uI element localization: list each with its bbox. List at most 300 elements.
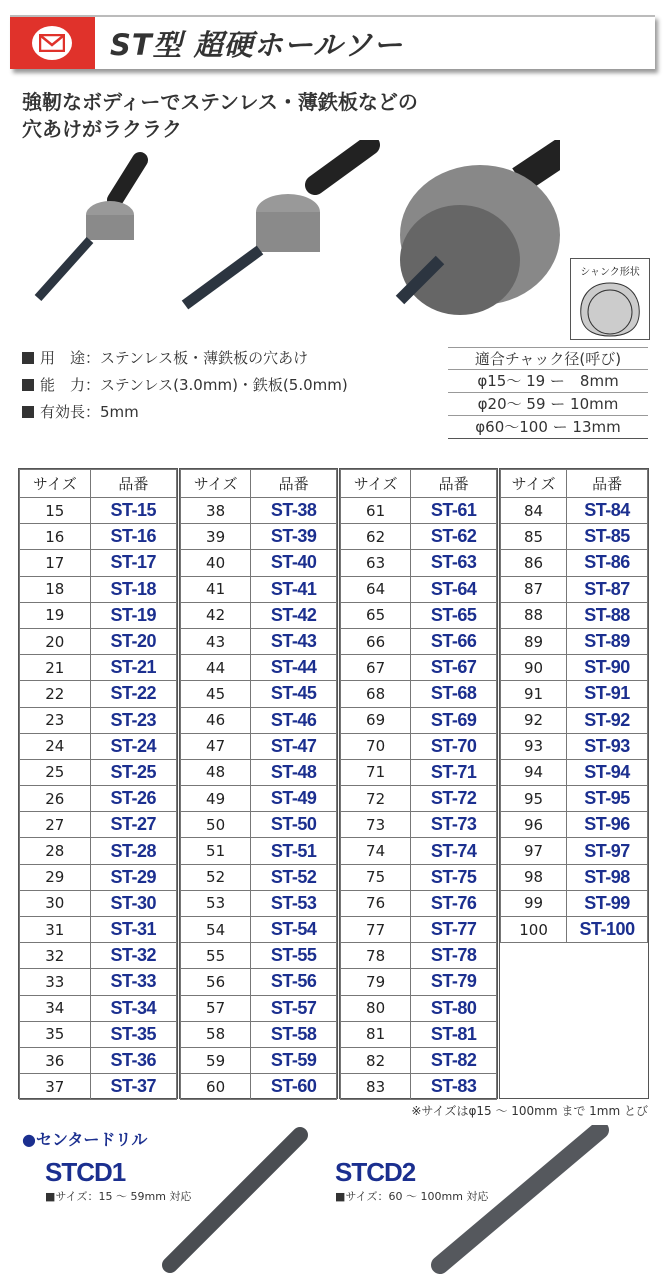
table-row xyxy=(341,628,497,654)
table-row xyxy=(20,707,177,733)
center-drill-photos xyxy=(150,1125,650,1275)
part-number-cell: ST-67 xyxy=(411,655,497,681)
size-cell: 98 xyxy=(501,864,567,890)
size-table-group-2 xyxy=(179,468,338,1099)
part-number-cell: ST-27 xyxy=(90,812,176,838)
part-number-cell: ST-64 xyxy=(411,576,497,602)
size-cell: 48 xyxy=(181,759,251,785)
table-row xyxy=(341,602,497,628)
part-number-cell: ST-66 xyxy=(411,628,497,654)
table-row xyxy=(341,812,497,838)
size-cell: 24 xyxy=(20,733,91,759)
part-number-cell: ST-23 xyxy=(90,707,176,733)
part-number-cell: ST-71 xyxy=(411,759,497,785)
table-row xyxy=(501,707,648,733)
size-cell: 58 xyxy=(181,1021,251,1047)
size-cell: 21 xyxy=(20,655,91,681)
size-table-group-4 xyxy=(499,468,649,1099)
part-number-cell: ST-35 xyxy=(90,1021,176,1047)
bullet-square-icon xyxy=(22,352,34,364)
size-cell: 22 xyxy=(20,681,91,707)
part-number-cell: ST-37 xyxy=(90,1074,176,1100)
header-size: サイズ xyxy=(341,470,411,498)
part-number-cell: ST-72 xyxy=(411,786,497,812)
table-row xyxy=(341,1074,497,1100)
table-row xyxy=(341,969,497,995)
table-row xyxy=(20,786,177,812)
chuck-row: φ60～100 ー 13mm xyxy=(448,416,648,439)
size-cell: 82 xyxy=(341,1047,411,1073)
part-number-cell: ST-78 xyxy=(411,943,497,969)
part-number-cell: ST-99 xyxy=(567,890,648,916)
table-row xyxy=(341,890,497,916)
table-row xyxy=(501,838,648,864)
part-number-cell: ST-16 xyxy=(90,524,176,550)
table-row xyxy=(181,917,337,943)
part-number-cell: ST-85 xyxy=(567,524,648,550)
part-number-cell: ST-74 xyxy=(411,838,497,864)
size-cell: 77 xyxy=(341,917,411,943)
table-row xyxy=(501,628,648,654)
size-cell: 20 xyxy=(20,628,91,654)
table-row xyxy=(20,812,177,838)
stcd1-drill-image xyxy=(170,1135,300,1265)
part-number-cell: ST-56 xyxy=(251,969,337,995)
size-cell: 75 xyxy=(341,864,411,890)
part-number-cell: ST-80 xyxy=(411,995,497,1021)
table-row xyxy=(501,498,648,524)
table-row xyxy=(501,576,648,602)
table-row xyxy=(20,1074,177,1100)
table-row xyxy=(501,917,648,943)
part-number-cell: ST-60 xyxy=(251,1074,337,1100)
part-number-cell: ST-22 xyxy=(90,681,176,707)
spec-label: 有効長 xyxy=(40,403,86,421)
size-cell: 76 xyxy=(341,890,411,916)
size-cell: 32 xyxy=(20,943,91,969)
part-number-cell: ST-91 xyxy=(567,681,648,707)
table-row xyxy=(20,759,177,785)
size-cell: 69 xyxy=(341,707,411,733)
part-number-cell: ST-68 xyxy=(411,681,497,707)
tagline-line-2: 穴あけがラクラク xyxy=(22,117,182,141)
size-cell: 62 xyxy=(341,524,411,550)
part-number-cell: ST-79 xyxy=(411,969,497,995)
size-cell: 78 xyxy=(341,943,411,969)
part-number-cell: ST-38 xyxy=(251,498,337,524)
spec-label: 能 力 xyxy=(40,376,86,394)
table-row xyxy=(341,1021,497,1047)
bullet-square-icon xyxy=(22,379,34,391)
table-row xyxy=(341,707,497,733)
size-cell: 66 xyxy=(341,628,411,654)
header-part-number: 品番 xyxy=(567,470,648,498)
size-cell: 50 xyxy=(181,812,251,838)
part-number-cell: ST-36 xyxy=(90,1047,176,1073)
size-cell: 15 xyxy=(20,498,91,524)
size-cell: 81 xyxy=(341,1021,411,1047)
size-cell: 61 xyxy=(341,498,411,524)
part-number-cell: ST-26 xyxy=(90,786,176,812)
table-row xyxy=(501,733,648,759)
size-cell: 89 xyxy=(501,628,567,654)
size-cell: 45 xyxy=(181,681,251,707)
part-number-cell: ST-75 xyxy=(411,864,497,890)
size-cell: 72 xyxy=(341,786,411,812)
size-cell: 96 xyxy=(501,812,567,838)
size-cell: 71 xyxy=(341,759,411,785)
table-row xyxy=(181,576,337,602)
size-cell: 39 xyxy=(181,524,251,550)
tagline-line-1: 強靭なボディーでステンレス・薄鉄板などの xyxy=(22,90,418,114)
part-number-cell: ST-24 xyxy=(90,733,176,759)
table-row xyxy=(181,838,337,864)
size-cell: 34 xyxy=(20,995,91,1021)
stcd2-drill-image xyxy=(440,1130,600,1265)
part-number-cell: ST-20 xyxy=(90,628,176,654)
table-row xyxy=(20,498,177,524)
part-number-cell: ST-90 xyxy=(567,655,648,681)
table-row xyxy=(181,890,337,916)
size-cell: 43 xyxy=(181,628,251,654)
spec-value: ：ステンレス板・薄鉄板の穴あけ xyxy=(85,349,309,367)
part-number-cell: ST-77 xyxy=(411,917,497,943)
table-header-row xyxy=(501,470,648,498)
size-cell: 47 xyxy=(181,733,251,759)
size-cell: 53 xyxy=(181,890,251,916)
part-number-cell: ST-45 xyxy=(251,681,337,707)
part-number-cell: ST-53 xyxy=(251,890,337,916)
size-cell: 64 xyxy=(341,576,411,602)
header-size: サイズ xyxy=(181,470,251,498)
size-cell: 91 xyxy=(501,681,567,707)
size-note: ※サイズはφ15 ～ 100mm まで 1mm とび xyxy=(411,1104,648,1118)
table-row xyxy=(20,917,177,943)
spec-label: 用 途 xyxy=(40,349,86,367)
part-number-cell: ST-19 xyxy=(90,602,176,628)
part-number-cell: ST-86 xyxy=(567,550,648,576)
size-cell: 31 xyxy=(20,917,91,943)
size-cell: 17 xyxy=(20,550,91,576)
part-number-cell: ST-92 xyxy=(567,707,648,733)
spec-usage xyxy=(22,347,308,368)
part-number-cell: ST-65 xyxy=(411,602,497,628)
part-number-cell: ST-76 xyxy=(411,890,497,916)
part-number-cell: ST-54 xyxy=(251,917,337,943)
size-cell: 65 xyxy=(341,602,411,628)
product-photos xyxy=(20,140,560,340)
table-row xyxy=(341,943,497,969)
size-cell: 94 xyxy=(501,759,567,785)
stcd2-name: STCD2 xyxy=(335,1157,416,1187)
size-cell: 100 xyxy=(501,917,567,943)
table-row xyxy=(341,524,497,550)
part-number-cell: ST-34 xyxy=(90,995,176,1021)
part-number-cell: ST-58 xyxy=(251,1021,337,1047)
part-number-cell: ST-100 xyxy=(567,917,648,943)
table-row xyxy=(501,786,648,812)
part-number-cell: ST-31 xyxy=(90,917,176,943)
table-row xyxy=(181,995,337,1021)
size-cell: 54 xyxy=(181,917,251,943)
part-number-cell: ST-84 xyxy=(567,498,648,524)
table-row xyxy=(341,655,497,681)
part-number-cell: ST-94 xyxy=(567,759,648,785)
size-cell: 52 xyxy=(181,864,251,890)
size-cell: 87 xyxy=(501,576,567,602)
table-row xyxy=(181,1021,337,1047)
table-row xyxy=(181,969,337,995)
part-number-cell: ST-48 xyxy=(251,759,337,785)
table-row xyxy=(341,550,497,576)
shank-shape-box xyxy=(570,258,650,340)
stcd1-size: ■サイズ：15 ～ 59mm 対応 xyxy=(45,1190,192,1203)
table-row xyxy=(341,576,497,602)
table-row xyxy=(181,524,337,550)
size-cell: 30 xyxy=(20,890,91,916)
spec-effective-length xyxy=(22,401,139,422)
center-drill-heading: ●センタードリル xyxy=(22,1130,148,1149)
part-number-cell: ST-73 xyxy=(411,812,497,838)
size-cell: 28 xyxy=(20,838,91,864)
table-row xyxy=(20,943,177,969)
table-row xyxy=(181,550,337,576)
table-row xyxy=(20,864,177,890)
spec-value: ：ステンレス(3.0mm)・鉄板(5.0mm) xyxy=(85,376,348,394)
chuck-row: φ15～ 19 ー 8mm xyxy=(448,370,648,393)
table-row xyxy=(20,1047,177,1073)
size-cell: 57 xyxy=(181,995,251,1021)
part-number-cell: ST-96 xyxy=(567,812,648,838)
shank-shape-icon xyxy=(571,278,649,340)
chuck-diameter-table xyxy=(448,347,648,439)
table-row xyxy=(181,1074,337,1100)
part-number-cell: ST-52 xyxy=(251,864,337,890)
size-cell: 42 xyxy=(181,602,251,628)
table-row xyxy=(341,1047,497,1073)
holesaw-medium-image xyxy=(185,145,370,305)
stcd2-size: ■サイズ：60 ～ 100mm 対応 xyxy=(335,1190,489,1203)
part-number-cell: ST-44 xyxy=(251,655,337,681)
table-row xyxy=(20,838,177,864)
size-cell: 63 xyxy=(341,550,411,576)
table-row xyxy=(341,759,497,785)
size-table-group-1 xyxy=(18,468,178,1099)
table-row xyxy=(181,759,337,785)
size-cell: 86 xyxy=(501,550,567,576)
brand-block xyxy=(10,17,95,69)
part-number-cell: ST-51 xyxy=(251,838,337,864)
table-row xyxy=(181,681,337,707)
table-row xyxy=(341,786,497,812)
spec-capacity xyxy=(22,374,348,395)
part-number-cell: ST-83 xyxy=(411,1074,497,1100)
size-cell: 29 xyxy=(20,864,91,890)
holesaw-large-image xyxy=(400,140,560,315)
table-row xyxy=(181,733,337,759)
table-header-row xyxy=(341,470,497,498)
header-part-number: 品番 xyxy=(251,470,337,498)
table-row xyxy=(20,602,177,628)
brand-logo-icon xyxy=(32,26,72,60)
size-cell: 68 xyxy=(341,681,411,707)
part-number-cell: ST-30 xyxy=(90,890,176,916)
size-cell: 79 xyxy=(341,969,411,995)
part-number-cell: ST-49 xyxy=(251,786,337,812)
part-number-cell: ST-95 xyxy=(567,786,648,812)
part-number-cell: ST-62 xyxy=(411,524,497,550)
table-row xyxy=(20,576,177,602)
table-row xyxy=(501,812,648,838)
part-number-cell: ST-41 xyxy=(251,576,337,602)
size-cell: 35 xyxy=(20,1021,91,1047)
part-number-cell: ST-59 xyxy=(251,1047,337,1073)
table-row xyxy=(20,681,177,707)
size-table xyxy=(19,469,177,1100)
header-size: サイズ xyxy=(501,470,567,498)
size-cell: 44 xyxy=(181,655,251,681)
size-cell: 95 xyxy=(501,786,567,812)
size-table xyxy=(500,469,648,943)
size-cell: 18 xyxy=(20,576,91,602)
stcd1-name: STCD1 xyxy=(45,1157,126,1187)
part-number-cell: ST-40 xyxy=(251,550,337,576)
size-cell: 59 xyxy=(181,1047,251,1073)
part-number-cell: ST-50 xyxy=(251,812,337,838)
part-number-cell: ST-97 xyxy=(567,838,648,864)
table-row xyxy=(20,969,177,995)
size-cell: 25 xyxy=(20,759,91,785)
table-row xyxy=(181,943,337,969)
table-header-row xyxy=(181,470,337,498)
spec-value: ：5mm xyxy=(85,403,139,421)
table-row xyxy=(20,890,177,916)
table-row xyxy=(341,498,497,524)
size-cell: 49 xyxy=(181,786,251,812)
part-number-cell: ST-47 xyxy=(251,733,337,759)
table-row xyxy=(341,995,497,1021)
part-number-cell: ST-21 xyxy=(90,655,176,681)
table-row xyxy=(341,681,497,707)
size-cell: 80 xyxy=(341,995,411,1021)
part-number-cell: ST-89 xyxy=(567,628,648,654)
size-cell: 40 xyxy=(181,550,251,576)
table-row xyxy=(181,498,337,524)
part-number-cell: ST-46 xyxy=(251,707,337,733)
size-cell: 67 xyxy=(341,655,411,681)
table-row xyxy=(181,786,337,812)
table-row xyxy=(20,524,177,550)
table-row xyxy=(181,1047,337,1073)
part-number-cell: ST-81 xyxy=(411,1021,497,1047)
table-row xyxy=(501,550,648,576)
size-cell: 93 xyxy=(501,733,567,759)
table-row xyxy=(501,602,648,628)
part-number-cell: ST-61 xyxy=(411,498,497,524)
part-number-cell: ST-55 xyxy=(251,943,337,969)
table-row xyxy=(20,655,177,681)
size-cell: 26 xyxy=(20,786,91,812)
size-table xyxy=(180,469,337,1100)
table-row xyxy=(20,995,177,1021)
part-number-cell: ST-82 xyxy=(411,1047,497,1073)
size-cell: 41 xyxy=(181,576,251,602)
table-row xyxy=(20,550,177,576)
size-cell: 99 xyxy=(501,890,567,916)
table-row xyxy=(20,733,177,759)
table-row xyxy=(501,655,648,681)
size-cell: 55 xyxy=(181,943,251,969)
header-size: サイズ xyxy=(20,470,91,498)
size-table xyxy=(340,469,497,1100)
size-cell: 88 xyxy=(501,602,567,628)
part-number-cell: ST-87 xyxy=(567,576,648,602)
size-cell: 37 xyxy=(20,1074,91,1100)
table-row xyxy=(501,864,648,890)
part-number-cell: ST-57 xyxy=(251,995,337,1021)
table-header-row xyxy=(20,470,177,498)
part-number-cell: ST-70 xyxy=(411,733,497,759)
size-cell: 97 xyxy=(501,838,567,864)
part-number-cell: ST-43 xyxy=(251,628,337,654)
table-row xyxy=(181,655,337,681)
table-row xyxy=(20,1021,177,1047)
size-cell: 16 xyxy=(20,524,91,550)
size-cell: 90 xyxy=(501,655,567,681)
size-cell: 85 xyxy=(501,524,567,550)
table-row xyxy=(501,890,648,916)
part-number-cell: ST-18 xyxy=(90,576,176,602)
part-number-cell: ST-88 xyxy=(567,602,648,628)
size-cell: 70 xyxy=(341,733,411,759)
size-cell: 46 xyxy=(181,707,251,733)
part-number-cell: ST-98 xyxy=(567,864,648,890)
table-row xyxy=(341,733,497,759)
title-banner xyxy=(10,15,655,69)
size-cell: 33 xyxy=(20,969,91,995)
size-cell: 27 xyxy=(20,812,91,838)
part-number-cell: ST-63 xyxy=(411,550,497,576)
size-cell: 92 xyxy=(501,707,567,733)
header-part-number: 品番 xyxy=(411,470,497,498)
table-row xyxy=(341,864,497,890)
header-part-number: 品番 xyxy=(90,470,176,498)
size-cell: 36 xyxy=(20,1047,91,1073)
part-number-cell: ST-28 xyxy=(90,838,176,864)
table-row xyxy=(181,602,337,628)
size-cell: 74 xyxy=(341,838,411,864)
table-row xyxy=(181,707,337,733)
table-row xyxy=(341,917,497,943)
part-number-cell: ST-42 xyxy=(251,602,337,628)
table-row xyxy=(341,838,497,864)
chuck-header: 適合チャック径(呼び) xyxy=(448,347,648,370)
part-number-cell: ST-69 xyxy=(411,707,497,733)
part-number-cell: ST-93 xyxy=(567,733,648,759)
size-cell: 73 xyxy=(341,812,411,838)
part-number-cell: ST-39 xyxy=(251,524,337,550)
table-row xyxy=(501,759,648,785)
table-row xyxy=(181,812,337,838)
part-number-cell: ST-15 xyxy=(90,498,176,524)
part-number-cell: ST-25 xyxy=(90,759,176,785)
shank-label: シャンク形状 xyxy=(580,267,640,278)
size-cell: 19 xyxy=(20,602,91,628)
size-cell: 56 xyxy=(181,969,251,995)
size-cell: 84 xyxy=(501,498,567,524)
table-row xyxy=(501,681,648,707)
size-cell: 38 xyxy=(181,498,251,524)
